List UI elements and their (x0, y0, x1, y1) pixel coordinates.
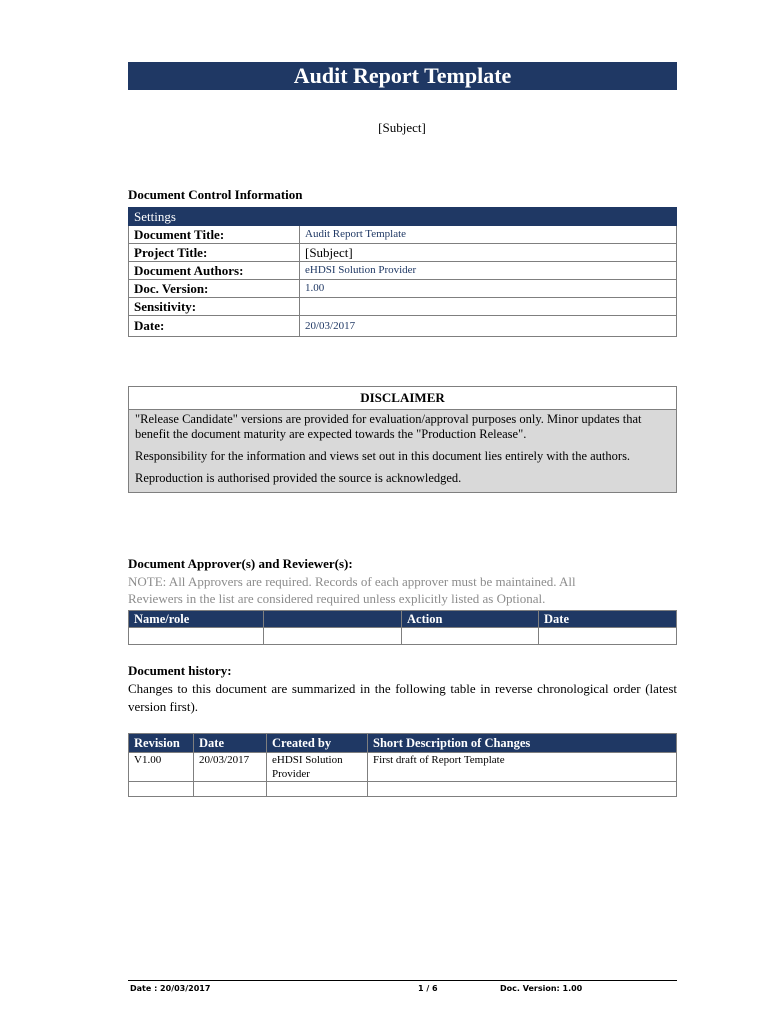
history-col-header: Created by (267, 734, 368, 753)
control-label: Project Title: (129, 244, 300, 262)
approvers-col-header: Name/role (129, 611, 264, 628)
table-cell (402, 628, 539, 645)
control-value: eHDSI Solution Provider (300, 262, 677, 280)
document-title-banner: Audit Report Template (128, 62, 677, 90)
table-cell: V1.00 (129, 753, 194, 782)
approvers-table (128, 610, 677, 645)
control-row (129, 280, 677, 298)
disclaimer-title: DISCLAIMER (129, 387, 676, 410)
history-table (128, 733, 677, 797)
control-heading: Document Control Information (128, 187, 303, 202)
settings-header: Settings (129, 208, 300, 226)
disclaimer-box (128, 386, 677, 493)
approvers-col-header: Action (402, 611, 539, 628)
history-col-header: Revision (129, 734, 194, 753)
control-row (129, 316, 677, 337)
disclaimer-paragraph: Reproduction is authorised provided the source is acknowledged. (135, 471, 462, 485)
control-value (300, 298, 677, 316)
table-cell (264, 628, 402, 645)
disclaimer-paragraph: "Release Candidate" versions are provided for evaluation/approval purposes only. Minor updates that benefit the document maturity are expected towards the "Production Release". (135, 412, 642, 441)
control-row (129, 262, 677, 280)
table-row (129, 753, 677, 782)
control-label: Document Authors: (129, 262, 300, 280)
history-description: Changes to this document are summarized in the following table in reverse chronological order (latest version first). (128, 681, 677, 714)
control-value: 20/03/2017 (300, 316, 677, 337)
approvers-note: NOTE: All Approvers are required. Records of each approver must be maintained. All Reviewers in the list are considered required unless explicitly listed as Optional. (128, 574, 576, 606)
table-cell (129, 628, 264, 645)
control-row (129, 226, 677, 244)
control-label: Date: (129, 316, 300, 337)
disclaimer-body (129, 410, 676, 492)
settings-header-value (300, 208, 677, 226)
control-row (129, 244, 677, 262)
table-cell: 20/03/2017 (194, 753, 267, 782)
approvers-col-header: Date (539, 611, 677, 628)
control-row (129, 298, 677, 316)
control-value: [Subject] (300, 244, 677, 262)
table-cell: eHDSI Solution Provider (267, 753, 368, 782)
table-row (129, 628, 677, 645)
approvers-col-header (264, 611, 402, 628)
table-cell: First draft of Report Template (368, 753, 677, 782)
document-control-table (128, 207, 677, 337)
approvers-header-row (129, 611, 677, 628)
disclaimer-paragraph: Responsibility for the information and views set out in this document lies entirely with the authors. (135, 449, 631, 463)
control-label: Document Title: (129, 226, 300, 244)
control-label: Doc. Version: (129, 280, 300, 298)
control-header-row (129, 208, 677, 226)
footer-divider (128, 980, 677, 981)
control-label: Sensitivity: (129, 298, 300, 316)
control-value: Audit Report Template (300, 226, 677, 244)
table-row (129, 782, 677, 797)
footer-page-number: 1 / 6 (418, 984, 438, 993)
table-cell (368, 782, 677, 797)
footer-version: Doc. Version: 1.00 (500, 984, 583, 993)
footer-date: Date : 20/03/2017 (130, 984, 211, 993)
history-header-row (129, 734, 677, 753)
approvers-heading: Document Approver(s) and Reviewer(s): (128, 556, 353, 571)
history-heading: Document history: (128, 663, 232, 678)
history-col-header: Short Description of Changes (368, 734, 677, 753)
table-cell (539, 628, 677, 645)
table-cell (194, 782, 267, 797)
control-value: 1.00 (300, 280, 677, 298)
subject-placeholder: [Subject] (378, 120, 426, 135)
table-cell (129, 782, 194, 797)
history-col-header: Date (194, 734, 267, 753)
table-cell (267, 782, 368, 797)
